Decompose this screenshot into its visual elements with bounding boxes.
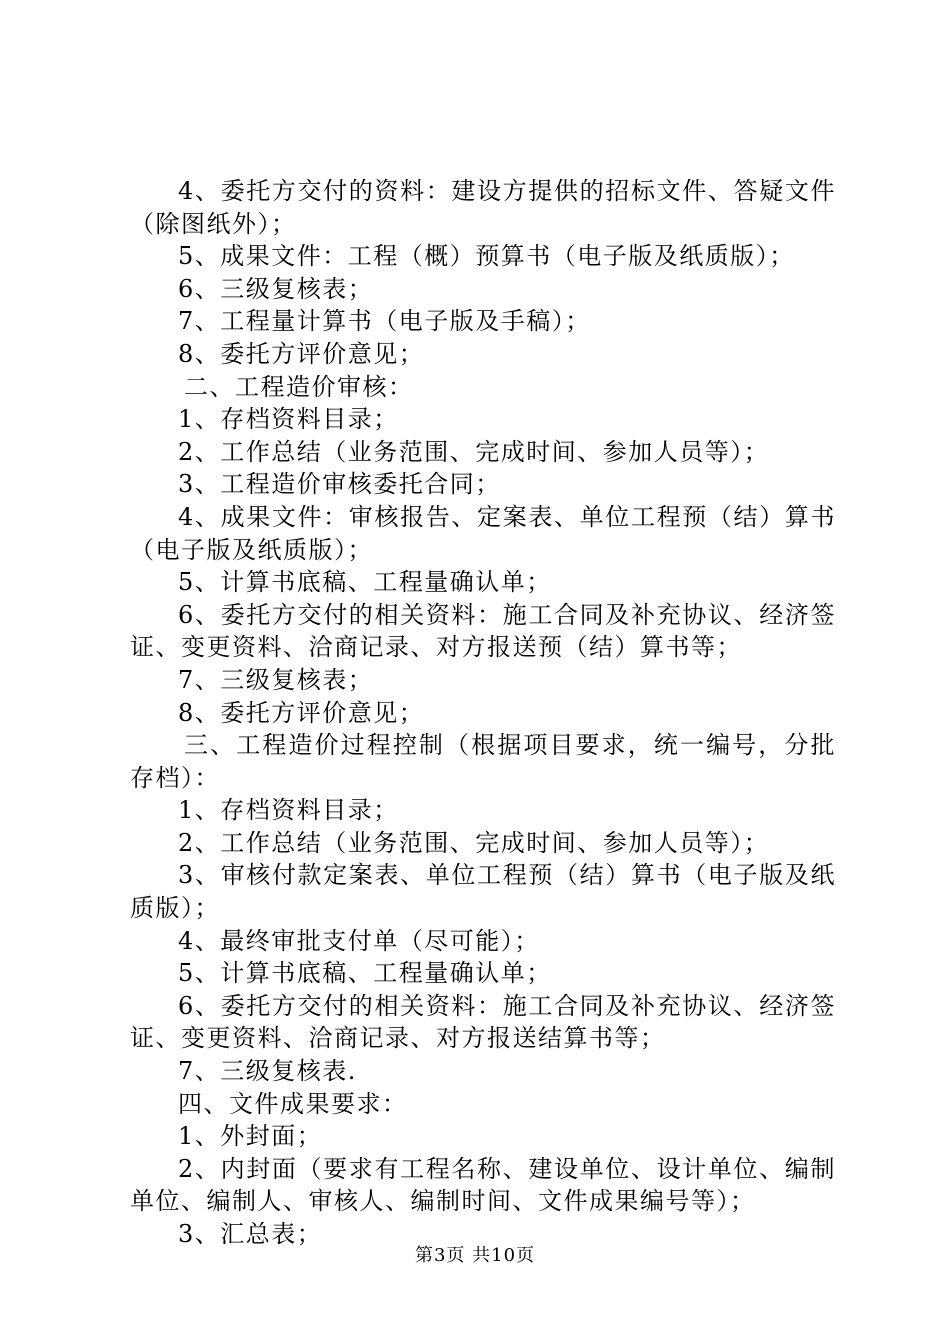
paragraph: 1、存档资料目录； (178, 405, 399, 434)
paragraph: 1、存档资料目录； (178, 796, 399, 825)
paragraph: 1、外封面； (178, 1122, 323, 1151)
paragraph: 4、成果文件：审核报告、定案表、单位工程预（结）算书（电子版及纸质版）； (130, 502, 836, 564)
paragraph: 8、委托方评价意见； (178, 698, 425, 727)
paragraph: 2、内封面（要求有工程名称、建设单位、设计单位、编制单位、编制人、审核人、编制时间、文件成果编号等）； (130, 1154, 836, 1216)
paragraph: 7、三级复核表； (178, 665, 374, 694)
paragraph: 6、委托方交付的相关资料：施工合同及补充协议、经济签证、变更资料、洽商记录、对方报送结算书等； (130, 991, 836, 1053)
paragraph: 6、委托方交付的相关资料：施工合同及补充协议、经济签证、变更资料、洽商记录、对方报送预（结）算书等； (130, 600, 836, 662)
paragraph: 5、成果文件：工程（概）预算书（电子版及纸质版）； (178, 242, 795, 271)
paragraph: 4、委托方交付的资料：建设方提供的招标文件、答疑文件（除图纸外）； (130, 177, 836, 238)
paragraph: 7、工程量计算书（电子版及手稿）； (178, 307, 591, 336)
paragraph: 4、最终审批支付单（尽可能）； (178, 926, 540, 955)
section-heading: 二、工程造价审核： (184, 372, 414, 401)
page-footer: 第3页 共10页 (414, 1245, 536, 1266)
paragraph: 2、工作总结（业务范围、完成时间、参加人员等）； (178, 828, 770, 857)
paragraph: 3、审核付款定案表、单位工程预（结）算书（电子版及纸质版）； (130, 861, 836, 923)
paragraph: 7、三级复核表. (178, 1057, 357, 1086)
paragraph: 5、计算书底稿、工程量确认单； (178, 568, 552, 597)
paragraph: 3、汇总表； (178, 1220, 323, 1248)
paragraph: 8、委托方评价意见； (178, 339, 425, 368)
section-heading: 四、文件成果要求： (178, 1089, 408, 1118)
paragraph: 6、三级复核表； (178, 274, 374, 303)
section-heading: 三、工程造价过程控制（根据项目要求，统一编号，分批存档）： (130, 731, 836, 792)
paragraph: 2、工作总结（业务范围、完成时间、参加人员等）； (178, 437, 770, 466)
body-text (130, 175, 836, 1251)
paragraph: 3、工程造价审核委托合同； (178, 470, 501, 499)
paragraph: 5、计算书底稿、工程量确认单； (178, 959, 552, 988)
